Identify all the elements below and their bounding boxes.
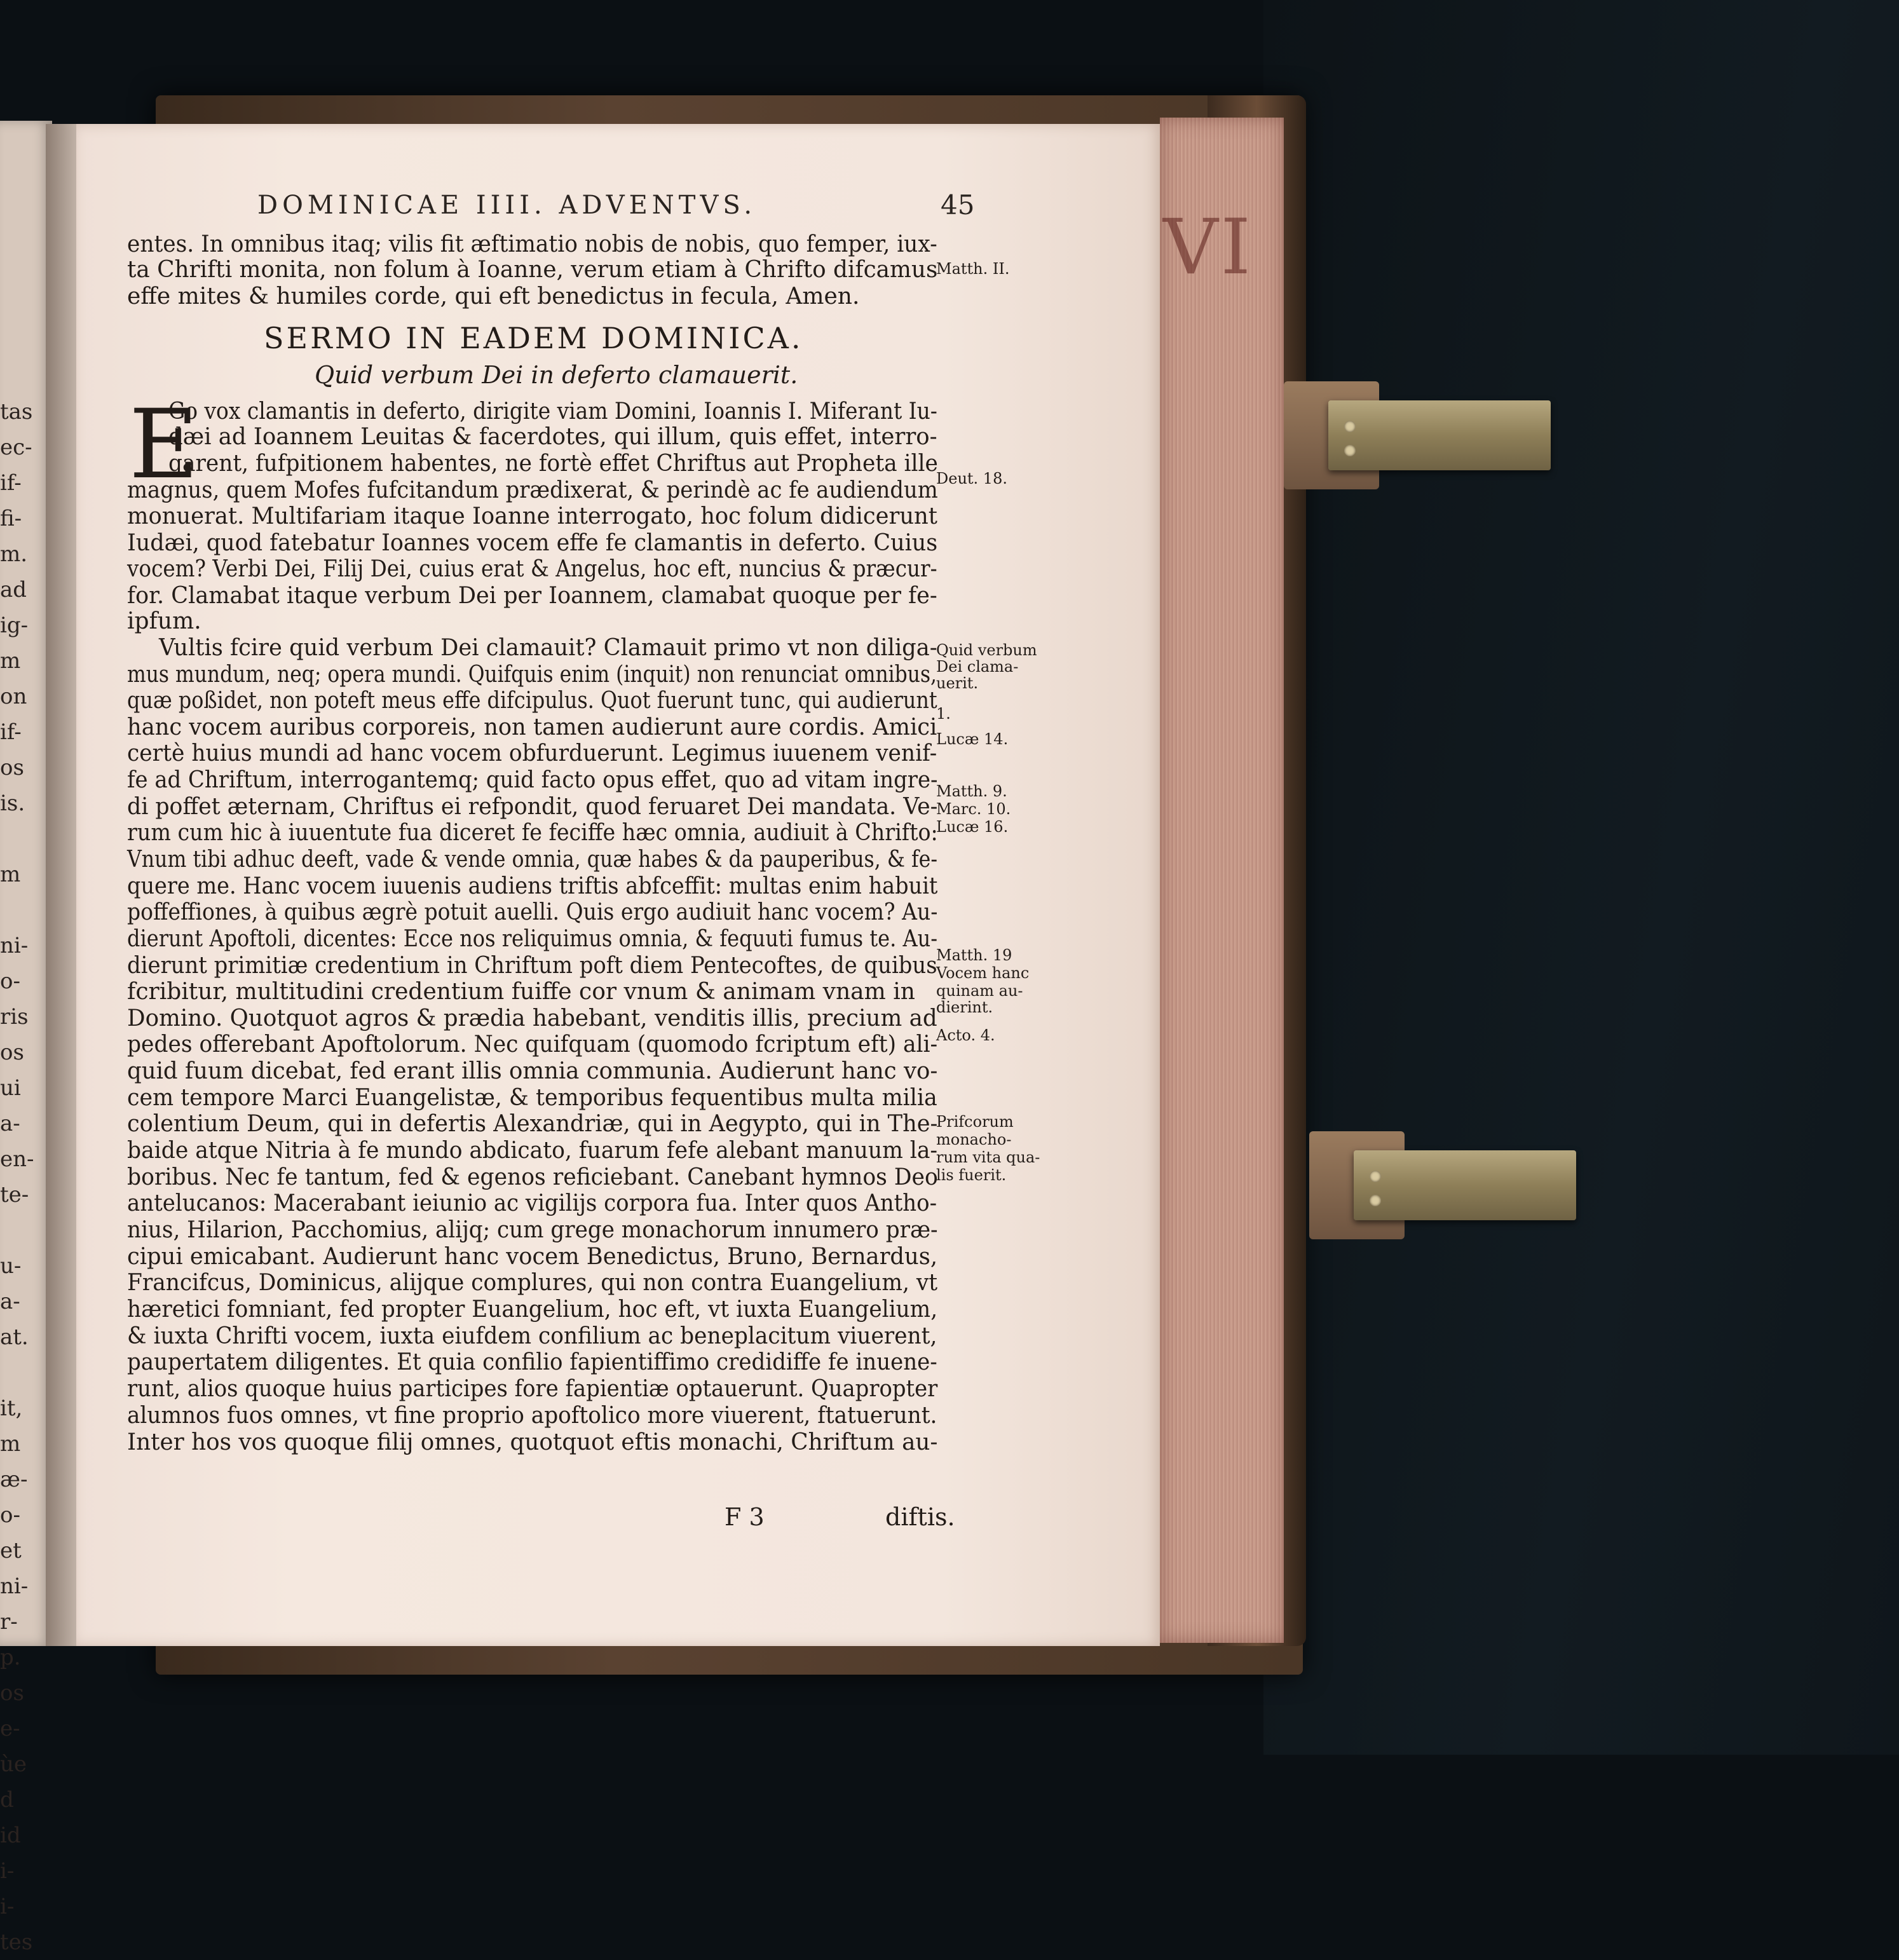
text-line: mus mundum, neq; opera mundi. Quifquis enim (inquit) non renunciat omnibus, bbox=[127, 662, 937, 688]
text-line: antelucanos: Macerabant ieiunio ac vigilijs corpora fua. Inter quos Antho- bbox=[127, 1190, 937, 1216]
facing-page-fragment: et bbox=[0, 1538, 22, 1563]
clasp-metal bbox=[1354, 1150, 1576, 1220]
facing-page-fragment: a- bbox=[0, 1111, 20, 1136]
text-line: dæi ad Ioannem Leuitas & facerdotes, qui illum, quis effet, interro- bbox=[168, 424, 937, 450]
text-line: fe ad Chriftum, interrogantemq; quid facto opus effet, quo ad vitam ingre- bbox=[127, 767, 938, 793]
text-line: hanc vocem auribus corporeis, non tamen audierunt aure cordis. Amici bbox=[127, 714, 937, 740]
text-line: fcribitur, multitudini credentium fuiffe cor vnum & animam vnam in bbox=[127, 979, 915, 1005]
facing-page-fragment: æ- bbox=[0, 1467, 28, 1492]
facing-page bbox=[0, 121, 52, 1955]
facing-page-fragment: it, bbox=[0, 1396, 23, 1421]
page-number: 45 bbox=[941, 189, 975, 221]
marginal-note: 1. bbox=[936, 705, 951, 723]
marginal-note: dierint. bbox=[936, 998, 993, 1016]
facing-page-fragment: at. bbox=[0, 1324, 29, 1350]
facing-page-fragment: m bbox=[0, 1431, 21, 1457]
clasp-upper[interactable] bbox=[1284, 381, 1551, 489]
facing-page-fragment: ad bbox=[0, 577, 27, 602]
marginal-note: Matth. II. bbox=[936, 260, 1010, 278]
marginal-note: uerit. bbox=[936, 674, 979, 692]
running-head: DOMINICAE IIII. ADVENTVS. bbox=[257, 191, 757, 220]
text-line: runt, alios quoque huius participes fore fapientiæ optauerunt. Quapropter bbox=[127, 1376, 938, 1402]
text-line: for. Clamabat itaque verbum Dei per Ioannem, clamabat quoque per fe- bbox=[127, 583, 937, 609]
facing-page-fragment: o- bbox=[0, 969, 20, 994]
facing-page-text bbox=[0, 394, 38, 1960]
facing-page-fragment bbox=[0, 892, 38, 928]
facing-page-fragment: ùe bbox=[0, 1752, 27, 1777]
marginal-note: Marc. 10. bbox=[936, 800, 1011, 818]
facing-page-fragment bbox=[0, 821, 38, 857]
text-line: colentium Deum, qui in defertis Alexandriæ, qui in Aegypto, qui in The- bbox=[127, 1111, 938, 1137]
text-line: Domino. Quotquot agros & prædia habebant, venditis illis, precium ad bbox=[127, 1005, 937, 1031]
text-line: monuerat. Multifariam itaque Ioanne interrogato, hoc folum didicerunt bbox=[127, 503, 937, 529]
text-line: poffeffiones, à quibus ægrè potuit auelli. Quis ergo audiuit hanc vocem? Au- bbox=[127, 899, 938, 925]
text-line: cem tempore Marci Euangelistæ, & temporibus fequentibus multa milia bbox=[127, 1085, 937, 1111]
facing-page-fragment: os bbox=[0, 1680, 24, 1706]
facing-page-fragment: i- bbox=[0, 1858, 15, 1884]
sermon-subheading: Quid verbum Dei in deferto clamauerit. bbox=[315, 361, 798, 389]
text-line: ta Chrifti monita, non folum à Ioanne, verum etiam à Chrifto difcamus bbox=[127, 257, 938, 283]
text-line: Go vox clamantis in deferto, dirigite viam Domini, Ioannis I. Miferant Iu- bbox=[168, 398, 937, 425]
text-line: cipui emicabant. Audierunt hanc vocem Benedictus, Bruno, Bernardus, bbox=[127, 1244, 938, 1270]
facing-page-fragment: i- bbox=[0, 1894, 15, 1919]
facing-page-fragment: tas bbox=[0, 399, 33, 425]
facing-page-fragment: ec- bbox=[0, 435, 32, 460]
facing-page-fragment: o- bbox=[0, 1502, 20, 1528]
marginal-note: Matth. 9. bbox=[936, 782, 1007, 800]
fore-edge-pages bbox=[1160, 118, 1284, 1643]
facing-page-fragment: r- bbox=[0, 1609, 18, 1635]
facing-page-fragment: e- bbox=[0, 1716, 20, 1741]
marginal-note: Dei clama- bbox=[936, 658, 1019, 676]
drop-capital: E bbox=[129, 390, 199, 500]
catchword: diftis. bbox=[885, 1503, 955, 1531]
text-line: quid fuum dicebat, fed erant illis omnia communia. Audierunt hanc vo- bbox=[127, 1058, 938, 1084]
facing-page-fragment: ris bbox=[0, 1004, 29, 1030]
facing-page-fragment: tes bbox=[0, 1929, 33, 1955]
facing-page-fragment: if- bbox=[0, 719, 22, 745]
rivet bbox=[1370, 1195, 1381, 1206]
text-line: di poffet æternam, Chriftus ei refpondit, quod feruaret Dei mandata. Ve- bbox=[127, 794, 938, 820]
marginal-note: Lucæ 14. bbox=[936, 730, 1009, 748]
facing-page-fragment bbox=[0, 1213, 38, 1248]
text-line: Francifcus, Dominicus, alijque complures, qui non contra Euangelium, vt bbox=[127, 1270, 938, 1296]
marginal-note: Acto. 4. bbox=[936, 1026, 995, 1044]
text-line: hæretici fomniant, fed propter Euangelium, hoc eft, vt iuxta Euangelium, bbox=[127, 1296, 938, 1323]
marginal-note: monacho- bbox=[936, 1131, 1012, 1148]
text-line: magnus, quem Mofes fufcitandum prædixerat, & perindè ac fe audiendum bbox=[127, 477, 938, 503]
facing-page-fragment: ni- bbox=[0, 933, 29, 958]
facing-page-fragment: a- bbox=[0, 1289, 20, 1314]
facing-page-fragment: os bbox=[0, 755, 24, 780]
facing-page-fragment: p. bbox=[0, 1645, 21, 1670]
text-line: dierunt Apoftoli, dicentes: Ecce nos reliquimus omnia, & fequuti fumus te. Au- bbox=[127, 926, 938, 952]
dark-background bbox=[1263, 0, 1899, 1755]
text-line: paupertatem diligentes. Et quia confilio fapientiffimo credidiffe fe inuene- bbox=[127, 1349, 937, 1375]
marginal-note: lis fuerit. bbox=[936, 1166, 1007, 1184]
marginal-note: quinam au- bbox=[936, 982, 1023, 1000]
facing-page-fragment: m bbox=[0, 648, 21, 674]
spine-label: VI bbox=[1163, 203, 1254, 292]
text-line: effe mites & humiles corde, qui eft benedictus in fecula, Amen. bbox=[127, 283, 860, 310]
marginal-note: Deut. 18. bbox=[936, 470, 1007, 487]
marginal-note: Vocem hanc bbox=[936, 964, 1030, 982]
text-line: ipfum. bbox=[127, 608, 201, 634]
clasp-metal bbox=[1328, 400, 1551, 470]
marginal-note: Prifcorum bbox=[936, 1113, 1014, 1131]
text-line: alumnos fuos omnes, vt fine proprio apoftolico more viuerent, ftatuerunt. bbox=[127, 1403, 937, 1429]
text-line: baide atque Nitria à fe mundo abdicato, fuarum fefe alebant manuum la- bbox=[127, 1138, 938, 1164]
text-line: & iuxta Chrifti vocem, iuxta eiufdem confilium ac beneplacitum viuerent, bbox=[127, 1323, 937, 1349]
facing-page-fragment: m. bbox=[0, 541, 28, 567]
text-line: certè huius mundi ad hanc vocem obfurduerunt. Legimus iuuenem venif- bbox=[127, 740, 937, 766]
facing-page-fragment: os bbox=[0, 1040, 24, 1065]
text-line: rum cum hic à iuuentute fua diceret fe feciffe hæc omnia, audiuit à Chrifto: bbox=[127, 820, 938, 846]
facing-page-fragment: u- bbox=[0, 1253, 22, 1279]
rivet bbox=[1370, 1171, 1381, 1182]
marginal-note: Matth. 19 bbox=[936, 946, 1012, 964]
facing-page-fragment: m bbox=[0, 862, 21, 887]
marginal-note: rum vita qua- bbox=[936, 1148, 1040, 1166]
text-line: Vultis fcire quid verbum Dei clamauit? Clamauit primo vt non diliga- bbox=[159, 635, 937, 661]
text-line: nius, Hilarion, Pacchomius, alijq; cum grege monachorum innumero præ- bbox=[127, 1217, 938, 1243]
facing-page-fragment bbox=[0, 1355, 38, 1391]
facing-page-fragment: if- bbox=[0, 470, 22, 496]
text-line: vocem? Verbi Dei, Filij Dei, cuius erat & Angelus, hoc eft, nuncius & præcur- bbox=[127, 556, 937, 582]
facing-page-fragment: fi- bbox=[0, 506, 22, 531]
marginal-note: Quid verbum bbox=[936, 641, 1037, 659]
text-line: Inter hos vos quoque filij omnes, quotquot eftis monachi, Chriftum au- bbox=[127, 1429, 938, 1455]
rivet bbox=[1344, 421, 1356, 432]
marginal-note: Lucæ 16. bbox=[936, 818, 1009, 836]
sermon-heading: SERMO IN EADEM DOMINICA. bbox=[264, 321, 803, 355]
text-line: entes. In omnibus itaq; vilis fit æftimatio nobis de nobis, quo femper, iux- bbox=[127, 231, 937, 257]
text-line: quere me. Hanc vocem iuuenis audiens triftis abfceffit: multas enim habuit bbox=[127, 873, 938, 899]
text-line: dierunt primitiæ credentium in Chriftum poft diem Pentecoftes, de quibus bbox=[127, 953, 937, 979]
text-line: boribus. Nec fe tantum, fed & egenos reficiebant. Canebant hymnos Deo bbox=[127, 1164, 938, 1190]
facing-page-fragment: ni- bbox=[0, 1574, 29, 1599]
facing-page-fragment: d bbox=[0, 1787, 14, 1813]
facing-page-fragment: id bbox=[0, 1823, 21, 1848]
rivet bbox=[1344, 445, 1356, 456]
signature-mark: F 3 bbox=[725, 1503, 765, 1531]
facing-page-fragment: on bbox=[0, 684, 27, 709]
text-line: quæ poßidet, non poteft meus effe difcipulus. Quot fuerunt tunc, qui audierunt bbox=[127, 688, 937, 714]
facing-page-fragment: en- bbox=[0, 1147, 34, 1172]
facing-page-fragment: ig- bbox=[0, 613, 29, 638]
text-line: pedes offerebant Apoftolorum. Nec quifquam (quomodo fcriptum eft) ali- bbox=[127, 1031, 938, 1058]
text-line: Vnum tibi adhuc deeft, vade & vende omnia, quæ habes & da pauperibus, & fe- bbox=[127, 847, 938, 873]
facing-page-fragment: ui bbox=[0, 1075, 21, 1101]
facing-page-fragment: te- bbox=[0, 1182, 29, 1208]
text-line: garent, fufpitionem habentes, ne fortè effet Chriftus aut Propheta ille bbox=[168, 451, 938, 477]
facing-page-fragment: is. bbox=[0, 791, 25, 816]
clasp-lower[interactable] bbox=[1309, 1131, 1576, 1239]
text-line: Iudæi, quod fatebatur Ioannes vocem effe fe clamantis in deferto. Cuius bbox=[127, 530, 938, 556]
